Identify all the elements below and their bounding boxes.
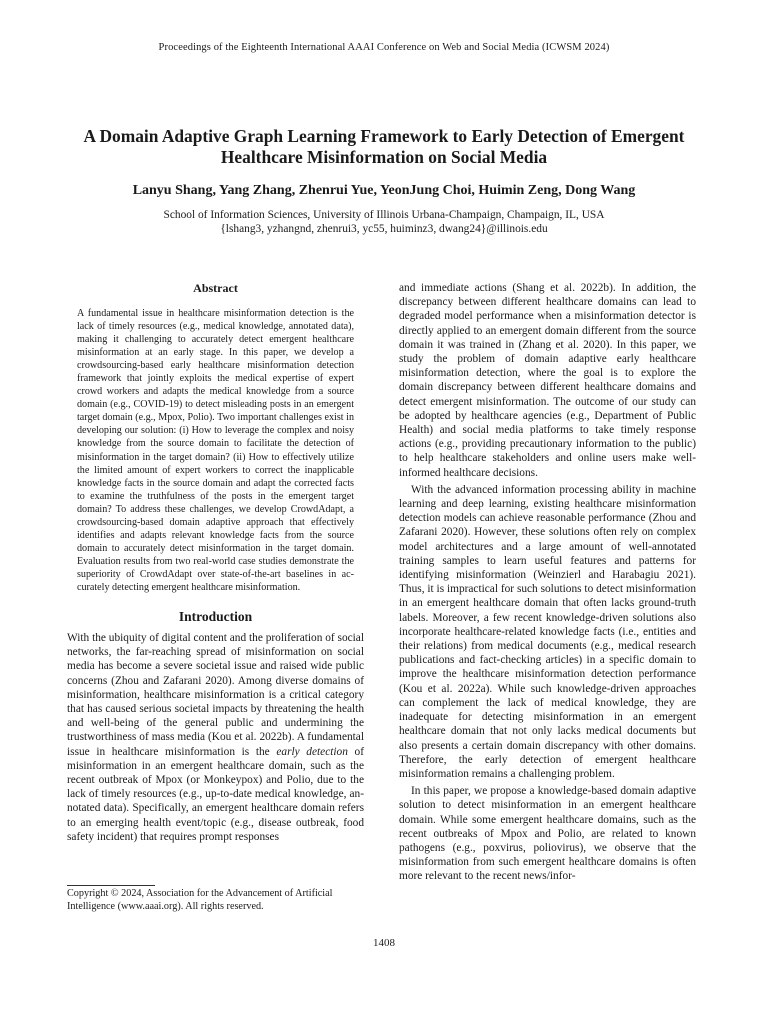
footnote-rule — [67, 885, 155, 886]
abstract-heading: Abstract — [193, 281, 238, 295]
introduction-heading: Introduction — [178, 609, 253, 625]
proceedings-header: Proceedings of the Eighteenth International AAAI Conference on Web and Social Media (ICWSM 2024) — [158, 42, 610, 53]
intro-paragraph-1-continued: and immediate actions (Shang et al. 2022b). In addition, the discrepancy between different healthcare domains can lead to degraded model performance when a misinformation detector is directly applied to an emergent domain different from the source domain it was trained in (Zhang et al. 2020). In this paper, we study the problem of domain adaptive early healthcare misinformation detection, where the goal is to explore the domain discrepancy between different healthcare domains and detect emergent misinformation. The outcome of our study can be adopted by healthcare agencies (e.g., Department of Public Health) and social media platforms to take timely response actions (e.g., providing precautionary information to the public) to help healthcare stakeholders and online users make well-informed healthcare decisions. — [399, 282, 696, 479]
intro-paragraph-2: With the advanced information processing ability in machine learning and deep learning, existing healthcare misinformation detection models can achieve reasonable performance (Zhou and Zafarani 2020). However, these solutions often rely on complex model architectures and a large amount of well-annotated training samples to learn useful features and patterns for identifying misinformation (Weinzierl and Harabagiu 2021). Thus, it is impractical for such solutions to detect misinformation in an emergent healthcare domain that often lacks ground-truth labels. Moreover, a few recent knowledge-driven solutions also incorporate healthcare-related knowledge facts (i.e., entities and their relations) from medical documents (e.g., medical research publications and fact-checking articles) in a specific domain to improve the healthcare misinformation detection performance (Kou et al. 2022a). While such knowledge-driven approaches can complement the lack of medical knowledge, they are inadequate for detecting misinformation in an emergent healthcare domain that not only lacks medical documents but also presents a certain domain discrepancy with other domains. Therefore, the early detection of emergent healthcare misinformation remains a challenging problem. — [399, 483, 696, 780]
left-column — [67, 281, 364, 844]
intro-p1-text-b: of misinformation in an emergent healthcare domain, such as the recent outbreak of Mpox (or Monkeypox) and Polio, due to the lack of timely resources (e.g., up-to-date medical knowledge, annotated data). Specifically, an emergent healthcare domain refers to an emerging health event/topic (e.g., disease outbreak, food safety incident) that requires prompt responses — [67, 745, 364, 843]
abstract-text: A fundamental issue in healthcare misinformation detection is the lack of timely resources (e.g., medical knowledge, annotated data), making it challenging to accurately detect emergent healthcare misinformation at an early stage. In this paper, we develop a crowdsourcing-based early healthcare misinformation detection framework that jointly exploits the medical expertise of expert crowd workers and adapts the medical knowledge from a source domain (e.g., COVID-19) to detect misleading posts in an emergent target domain (e.g., Mpox, Polio). Two important challenges exist in developing our solution: (i) How to leverage the complex and noisy knowledge from the source domain to facilitate the detection of misinformation in the target domain? (ii) How to effectively utilize the limited amount of expert workers to correct the inapplicable knowledge facts in the source domain and adapt the corrected facts to examine the truthfulness of the posts in the emergent target domain? To address these challenges, we develop CrowdAdapt, a crowdsourcing-based domain adaptive approach that effectively identifies and adapts relevant knowledge facts from the source domain to accurately detect misinformation in the target domain. Evaluation results from two real-world case studies demonstrate the superiority of CrowdAdapt over state-of-the-art baselines in accurately detecting emergent healthcare misinformation. — [77, 308, 354, 593]
title-line-2: Healthcare Misinformation on Social Media — [220, 147, 548, 167]
intro-p1-emphasis: early detection — [276, 745, 348, 758]
author-emails: {lshang3, yzhangnd, zhenrui3, yc55, huiminz3, dwang24}@illinois.edu — [220, 223, 548, 235]
title-line-1: A Domain Adaptive Graph Learning Framework to Early Detection of Emergent — [83, 126, 685, 146]
copyright-text: Copyright © 2024, Association for the Advancement of Artificial Intelligence (www.aaai.org). All rights reserved. — [67, 888, 333, 912]
intro-paragraph-1 — [67, 631, 364, 844]
author-list: Lanyu Shang, Yang Zhang, Zhenrui Yue, YeonJung Choi, Huimin Zeng, Dong Wang — [132, 183, 636, 198]
affiliation-block — [0, 208, 768, 236]
paper-title — [40, 126, 728, 168]
page-number: 1408 — [373, 937, 395, 949]
intro-p1-text-a: With the ubiquity of digital content and the proliferation of social networks, the far-reaching spread of misinformation on social media has become a severe societal issue and raised wide public concerns (Zhou and Zafarani 2020). Among diverse domains of misinformation, healthcare misinformation is a critical category that has caused serious societal impacts by threatening the health and well-being of the general public and undermining the trustworthiness of mass media (Kou et al. 2022b). A fundamental issue in healthcare misinformation is the — [67, 632, 364, 758]
intro-paragraph-3: In this paper, we propose a knowledge-based domain adaptive solution to detect misinformation in an emergent healthcare domain. While some emergent healthcare domains, such as the recent outbreaks of Mpox and Polio, are related to known pathogens (e.g., poxvirus, poliovirus), we observe that the misinformation from such emergent healthcare domains is often more relevant to the recent news/infor- — [399, 785, 696, 883]
affiliation: School of Information Sciences, University of Illinois Urbana-Champaign, Champaign, IL, USA — [163, 209, 605, 221]
copyright-footnote — [67, 885, 364, 913]
right-column — [399, 281, 696, 884]
